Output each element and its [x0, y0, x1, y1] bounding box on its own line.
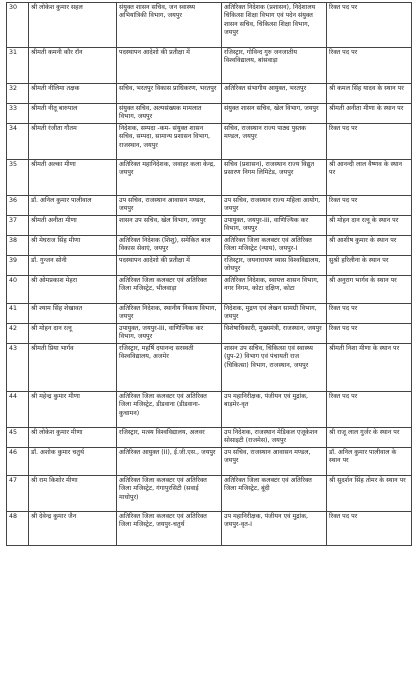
serial-number-cell: 44: [7, 392, 29, 428]
transfer-order-table: [6, 2, 412, 546]
table-row: [7, 196, 412, 216]
new-posting-cell: उप महानिरीक्षक, पंजीयन एवं मुद्रांक, जयपुर-वृत-I: [222, 512, 327, 546]
current-posting-cell: पदस्थापन आदेशो की प्रतीक्षा में: [117, 48, 222, 84]
new-posting-cell: अतिरिक्त निदेशक, स्वायत्त शासन विभाग, नगर निगम, कोटा दक्षिण, कोटा: [222, 276, 327, 304]
current-posting-cell: संयुक्त सचिव, अल्पसंख्यक मामलात विभाग, जयपुर: [117, 104, 222, 124]
remark-cell: श्रीमती निशा मीणा के स्थान पर: [327, 344, 412, 392]
remark-cell: रिक्त पद पर: [327, 3, 412, 48]
serial-number-cell: 33: [7, 104, 29, 124]
new-posting-cell: सचिव, राजस्थान राज्य पाठ्य पुस्तक मण्डल, जयपुर: [222, 124, 327, 160]
current-posting-cell: अतिरिक्त निदेशक, स्थानीय निकाय विभाग, जयपुर: [117, 304, 222, 324]
remark-cell: श्री सुदर्शन सिंह तोमर के स्थान पर: [327, 476, 412, 512]
new-posting-cell: संयुक्त शासन सचिव, खेल विभाग, जयपुर: [222, 104, 327, 124]
new-posting-cell: अतिरिक्त संभागीय आयुक्त, भरतपुर: [222, 84, 327, 104]
serial-number-cell: 32: [7, 84, 29, 104]
serial-number-cell: 48: [7, 512, 29, 546]
table-row: [7, 476, 412, 512]
current-posting-cell: अतिरिक्त आयुक्त (II), ई.जी.एस., जयपुर: [117, 448, 222, 476]
table-row: [7, 512, 412, 546]
officer-name-cell: श्री लोकेश कुमार मीणा: [29, 428, 117, 448]
new-posting-cell: उप महानिरीक्षक, पंजीयन एवं मुद्रांक, बाड़मेर-वृत: [222, 392, 327, 428]
current-posting-cell: अतिरिक्त निदेशक (शिशु), समेकित बाल विकास सेवाएं, जयपुर: [117, 236, 222, 256]
new-posting-cell: उप सचिव, राजस्थान आवासन मण्डल, जयपुर: [222, 448, 327, 476]
table-row: [7, 276, 412, 304]
remark-cell: डॉ. अनिल कुमार पालीवाल के स्थान पर: [327, 448, 412, 476]
table-row: [7, 344, 412, 392]
remark-cell: रिक्त पद पर: [327, 48, 412, 84]
officer-name-cell: श्रीमती कमनी कौर रॉन: [29, 48, 117, 84]
officer-name-cell: श्रीमती नीलिमा तक्षक: [29, 84, 117, 104]
current-posting-cell: निदेशक, सम्पदा -कम- संयुक्त शासन सचिव, सम्पदा, सामान्य प्रशासन विभाग, राजस्थान, जयपुर: [117, 124, 222, 160]
current-posting-cell: संयुक्त शासन सचिव, जन स्वास्थ्य अभियांत्रिकी विभाग, जयपुर: [117, 3, 222, 48]
serial-number-cell: 39: [7, 256, 29, 276]
remark-cell: श्री अनुराग भार्गव के स्थान पर: [327, 276, 412, 304]
table-row: [7, 124, 412, 160]
new-posting-cell: उपायुक्त, जयपुर-III, वाणिज्यिक कर विभाग, जयपुर: [222, 216, 327, 236]
current-posting-cell: शासन उप सचिव, खेल विभाग, जयपुर: [117, 216, 222, 236]
officer-name-cell: श्री लोकेश कुमार सहल: [29, 3, 117, 48]
serial-number-cell: 41: [7, 304, 29, 324]
new-posting-cell: उप सचिव, राजस्थान राज्य महिला आयोग, जयपुर: [222, 196, 327, 216]
new-posting-cell: उप निदेशक, राजस्थान मेडिकल एजूकेशन सोसाइटी (राजमेस), जयपुर: [222, 428, 327, 448]
serial-number-cell: 31: [7, 48, 29, 84]
new-posting-cell: अतिरिक्त जिला कलक्टर एवं अतिरिक्त जिला मजिस्ट्रेट (न्याय), जयपुर-I: [222, 236, 327, 256]
table-row: [7, 324, 412, 344]
officer-name-cell: श्री ओमप्रकाश मेहरा: [29, 276, 117, 304]
table-row: [7, 216, 412, 236]
officer-name-cell: श्री राम किशोर मीणा: [29, 476, 117, 512]
serial-number-cell: 40: [7, 276, 29, 304]
new-posting-cell: अतिरिक्त जिला कलक्टर एवं अतिरिक्त जिला मजिस्ट्रेट, बूंदी: [222, 476, 327, 512]
serial-number-cell: 36: [7, 196, 29, 216]
current-posting-cell: उपायुक्त, जयपुर-III, वाणिज्यिक कर विभाग, जयपुर: [117, 324, 222, 344]
remark-cell: रिक्त पद पर: [327, 124, 412, 160]
officer-name-cell: श्री श्याम सिंह शेखावत: [29, 304, 117, 324]
remark-cell: श्री राजू लाल गुर्जर के स्थान पर: [327, 428, 412, 448]
table-row: [7, 448, 412, 476]
remark-cell: श्री आनन्दी लाल वैष्णव के स्थान पर: [327, 160, 412, 196]
serial-number-cell: 34: [7, 124, 29, 160]
table-row: [7, 392, 412, 428]
current-posting-cell: अतिरिक्त महानिदेशक, जवाहर कला केन्द्र, जयपुर: [117, 160, 222, 196]
table-row: [7, 48, 412, 84]
remark-cell: सुश्री हरिलीना के स्थान पर: [327, 256, 412, 276]
serial-number-cell: 45: [7, 428, 29, 448]
new-posting-cell: शासन उप सचिव, चिकित्सा एवं स्वास्थ्य (ग्रुप-2) विभाग एवं पंचायती राज (चिकित्सा) विभाग, राजस्थान, जयपुर: [222, 344, 327, 392]
remark-cell: रिक्त पद पर: [327, 392, 412, 428]
remark-cell: रिक्त पद पर: [327, 512, 412, 546]
new-posting-cell: रजिस्ट्रार, गोविन्द गुरु जनजातीय विश्वविद्यालय, बांसवाड़ा: [222, 48, 327, 84]
current-posting-cell: अतिरिक्त जिला कलक्टर एवं अतिरिक्त जिला मजिस्ट्रेट, भीलवाड़ा: [117, 276, 222, 304]
officer-name-cell: श्री मेघराज सिंह मीणा: [29, 236, 117, 256]
current-posting-cell: उप सचिव, राजस्थान आवासन मण्डल, जयपुर: [117, 196, 222, 216]
serial-number-cell: 38: [7, 236, 29, 256]
officer-name-cell: डॉ. अनिल कुमार पालीवाल: [29, 196, 117, 216]
serial-number-cell: 37: [7, 216, 29, 236]
officer-name-cell: श्रीमती प्रिया भार्गव: [29, 344, 117, 392]
remark-cell: रिक्त पद पर: [327, 324, 412, 344]
officer-name-cell: श्री देवेन्द्र कुमार जैन: [29, 512, 117, 546]
table-body: [7, 3, 412, 546]
current-posting-cell: रजिस्ट्रार, महर्षि दयानन्द सरस्वती विश्वविद्यालय, अजमेर: [117, 344, 222, 392]
officer-name-cell: श्री मोहन दान रत्नू: [29, 324, 117, 344]
serial-number-cell: 35: [7, 160, 29, 196]
new-posting-cell: रजिस्ट्रार, जयनारायण व्यास विश्वविद्यालय, जोधपुर: [222, 256, 327, 276]
current-posting-cell: सचिव, भरतपुर विकास प्राधिकरण, भरतपुर: [117, 84, 222, 104]
current-posting-cell: अतिरिक्त जिला कलक्टर एवं अतिरिक्त जिला मजिस्ट्रेट, डीडवाना (डीडवाना-कुचामन): [117, 392, 222, 428]
new-posting-cell: सचिव (प्रशासन), राजस्थान राज्य विद्युत प्रसारण निगम लिमिटेड, जयपुर: [222, 160, 327, 196]
officer-name-cell: श्री महेन्द्र कुमार मीणा: [29, 392, 117, 428]
table-row: [7, 236, 412, 256]
serial-number-cell: 47: [7, 476, 29, 512]
remark-cell: श्रीमती अनीता मीणा के स्थान पर: [327, 104, 412, 124]
serial-number-cell: 42: [7, 324, 29, 344]
officer-name-cell: डॉ. गुन्जन सोनी: [29, 256, 117, 276]
officer-name-cell: श्रीमती अनीता मीणा: [29, 216, 117, 236]
remark-cell: श्री मोहन दान रत्नू के स्थान पर: [327, 216, 412, 236]
remark-cell: रिक्त पद पर: [327, 304, 412, 324]
serial-number-cell: 46: [7, 448, 29, 476]
new-posting-cell: निदेशक, मुद्रण एवं लेखन सामग्री विभाग, जयपुर: [222, 304, 327, 324]
serial-number-cell: 30: [7, 3, 29, 48]
current-posting-cell: अतिरिक्त जिला कलक्टर एवं अतिरिक्त जिला मजिस्ट्रेट, गंगापुरसिटी (सवाई माधोपुर): [117, 476, 222, 512]
remark-cell: श्री कमल सिंह यादव के स्थान पर: [327, 84, 412, 104]
officer-name-cell: श्रीमती अल्का मीणा: [29, 160, 117, 196]
officer-name-cell: डॉ. अशोक कुमार चतुर्थ: [29, 448, 117, 476]
new-posting-cell: विशेषाधिकारी, मुख्यमंत्री, राजस्थान, जयपुर: [222, 324, 327, 344]
remark-cell: रिक्त पद पर: [327, 196, 412, 216]
table-row: [7, 84, 412, 104]
officer-name-cell: श्रीमती रंजीता गौतम: [29, 124, 117, 160]
officer-name-cell: श्रीमती नीतू बारुपाल: [29, 104, 117, 124]
current-posting-cell: रजिस्ट्रार, मत्स्य विश्वविद्यालय, अलवर: [117, 428, 222, 448]
new-posting-cell: अतिरिक्त निदेशक (प्रशासन), निदेशालय चिकित्सा शिक्षा विभाग एवं पदेन संयुक्त शासन सचिव, चिकित्सा शिक्षा विभाग, जयपुर: [222, 3, 327, 48]
table-row: [7, 428, 412, 448]
table-row: [7, 256, 412, 276]
serial-number-cell: 43: [7, 344, 29, 392]
table-row: [7, 304, 412, 324]
remark-cell: श्री आशीष कुमार के स्थान पर: [327, 236, 412, 256]
table-row: [7, 3, 412, 48]
table-row: [7, 160, 412, 196]
table-row: [7, 104, 412, 124]
current-posting-cell: पदस्थापन आदेशो की प्रतीक्षा में: [117, 256, 222, 276]
current-posting-cell: अतिरिक्त जिला कलक्टर एवं अतिरिक्त जिला मजिस्ट्रेट, जयपुर-चतुर्थ: [117, 512, 222, 546]
